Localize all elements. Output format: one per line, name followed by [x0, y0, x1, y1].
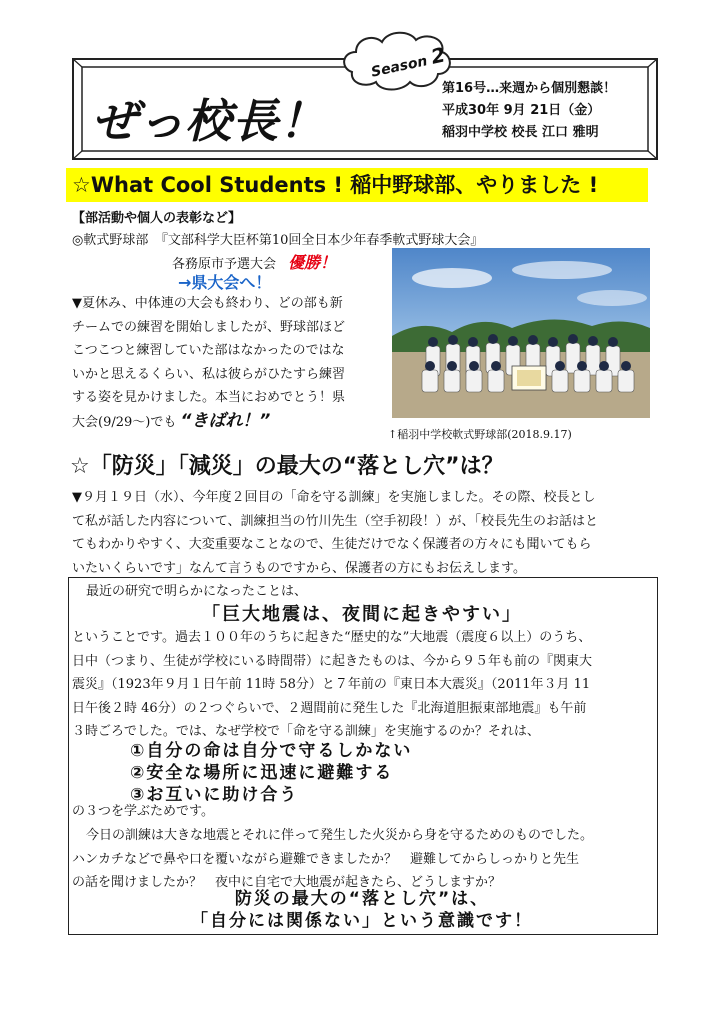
box-paragraph-2: の３つを学ぶためです。: [72, 804, 214, 819]
key-point: ②安全な場所に迅速に避難する: [130, 763, 394, 783]
box-lead: 最近の研究で明らかになったことは、: [86, 584, 308, 599]
season-label: Season 2: [369, 42, 448, 81]
body-line: ▼夏休み、中体連の大会も終わり、どの部も新: [72, 296, 343, 311]
body-line: する姿を見かけました。本当におめでとう！県: [72, 390, 346, 405]
team-photo: [392, 248, 650, 418]
newsletter-title: ぜっ校長！: [92, 94, 327, 148]
result-badge: 優勝！: [288, 253, 337, 272]
section1-subheading: 【部活動や個人の表彰など】: [72, 211, 242, 226]
tournament-name: 各務原市予選大会: [172, 257, 277, 272]
photo-caption: ↑稲羽中学校軟式野球部(2018.9.17): [388, 428, 572, 441]
key-point: ③お互いに助け合う: [130, 785, 299, 805]
box-line: 日午後２時 46分）の２つぐらいで、２週間前に発生した『北海道胆振東部地震』も午前: [72, 700, 587, 716]
box-line: 日中（つまり、生徒が学校にいる時間帯）に起きたものは、今から９５年も前の『関東大: [72, 653, 593, 669]
next-stage: →県大会へ！: [178, 273, 272, 292]
issue-line: 第16号…来週から個別懇談！: [442, 81, 617, 96]
body-line: チームでの練習を開始しましたが、野球部ほど: [72, 319, 346, 335]
intro-line: いたいくらいです」なんて言うものですから、保護者の方にもお伝えします。: [72, 560, 526, 576]
box-line: ということです。過去１００年のうちに起きた“歴史的な”大地震（震度６以上）のうち、: [72, 630, 592, 645]
section1-heading: ☆What Cool Students ! 稲中野球部、やりました !: [66, 168, 648, 202]
date-line: 平成30年 9月 21日（金）: [442, 103, 601, 118]
key-points: [130, 740, 412, 806]
box-paragraph-3: [72, 824, 656, 895]
box-paragraph-1: [72, 626, 656, 744]
box-line: 震災』（1923年９月１日午前 11時 58分）と７年前の『東日本大震災』（2011年３月 11: [72, 677, 591, 692]
author-line: 稲羽中学校 校長 江口 雅明: [442, 125, 599, 140]
box-line: 今日の訓練は大きな地震とそれに伴って発生した火災から身を守るためのものでした。: [86, 828, 594, 843]
closing-line: 防災の最大の“落とし穴”は、: [234, 889, 490, 909]
body-line: いかと思えるくらい、私は彼らがひたすら練習: [72, 366, 346, 382]
intro-line: てもわかりやすく、大変重要なことなので、生徒だけでなく保護者の方々にも聞いてもら: [72, 537, 592, 552]
intro-line: て私が話した内容について、訓練担当の竹川先生（空手初段！）が、「校長先生のお話はと: [72, 513, 598, 529]
header-info: [442, 78, 616, 144]
box-line: ３時ごろでした。では、なぜ学校で「命を守る訓練」を実施するのか？それは、: [72, 724, 540, 739]
box-line: の話を聞けましたか？ 夜中に自宅で大地震が起きたら、どうしますか？: [72, 875, 502, 890]
body-line: こつこつと練習していた部はなかったのではな: [72, 343, 345, 358]
cheer-text: “きばれ！”: [180, 410, 271, 431]
box-line: ハンカチなどで鼻や口を覆いながら避難できましたか？ 避難してからしっかりと先生: [72, 851, 580, 867]
key-phrase: 「巨大地震は、夜間に起きやすい」: [202, 604, 522, 625]
closing-line: 「自分には関係ない」という意識です！: [191, 911, 533, 931]
section2-intro: [72, 486, 662, 580]
closing-message: [0, 888, 724, 932]
section2-heading: ☆「防災」「減災」の最大の“落とし穴”は？: [70, 454, 504, 479]
key-point: ①自分の命は自分で守るしかない: [130, 741, 413, 761]
body-line-last: 大会(9/29～)でも “きばれ！”: [72, 410, 271, 431]
section1-body: [72, 292, 388, 434]
club-line: ◎軟式野球部 『文部科学大臣杯第10回全日本少年春季軟式野球大会』: [72, 233, 484, 248]
intro-line: ▼９月１９日（水）、今年度２回目の「命を守る訓練」を実施しました。その際、校長とし: [72, 490, 596, 505]
